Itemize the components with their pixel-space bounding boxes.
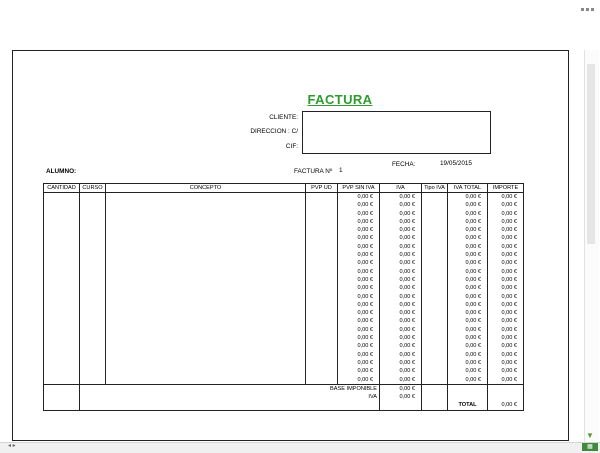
cell-concepto[interactable] bbox=[106, 284, 306, 292]
cell-curso[interactable] bbox=[80, 342, 106, 350]
cell-curso[interactable] bbox=[80, 251, 106, 259]
summary-empty-cell bbox=[422, 401, 448, 410]
alumno-label: ALUMNO: bbox=[46, 168, 77, 175]
cell-importe[interactable]: 0,00 € bbox=[488, 334, 524, 342]
cell-pvp-ud[interactable] bbox=[306, 376, 338, 385]
cell-iva-total[interactable]: 0,00 € bbox=[448, 301, 488, 309]
cell-pvp-sin-iva[interactable]: 0,00 € bbox=[338, 243, 380, 251]
cell-concepto[interactable] bbox=[106, 376, 306, 385]
table-row bbox=[44, 376, 524, 385]
cell-pvp-ud[interactable] bbox=[306, 210, 338, 218]
cell-concepto[interactable] bbox=[106, 301, 306, 309]
cell-iva[interactable]: 0,00 € bbox=[380, 334, 422, 342]
cell-importe[interactable]: 0,00 € bbox=[488, 326, 524, 334]
summary-empty-cell bbox=[106, 384, 306, 393]
cell-pvp-ud[interactable] bbox=[306, 268, 338, 276]
cell-importe[interactable]: 0,00 € bbox=[488, 259, 524, 267]
iva-summary-value: 0,00 € bbox=[380, 393, 422, 401]
cell-concepto[interactable] bbox=[106, 210, 306, 218]
table-row bbox=[44, 259, 524, 267]
cell-importe[interactable]: 0,00 € bbox=[488, 243, 524, 251]
iva-summary-label: IVA bbox=[306, 393, 380, 401]
table-row bbox=[44, 276, 524, 284]
cell-pvp-sin-iva[interactable]: 0,00 € bbox=[338, 251, 380, 259]
cell-concepto[interactable] bbox=[106, 259, 306, 267]
cell-iva-total[interactable]: 0,00 € bbox=[448, 326, 488, 334]
cell-importe[interactable]: 0,00 € bbox=[488, 317, 524, 325]
col-tipo-iva-header: Tipo IVA bbox=[422, 184, 448, 193]
cell-pvp-sin-iva[interactable]: 0,00 € bbox=[338, 268, 380, 276]
cell-iva[interactable]: 0,00 € bbox=[380, 309, 422, 317]
view-mode-icon[interactable]: ▦ bbox=[582, 443, 598, 451]
cell-curso[interactable] bbox=[80, 293, 106, 301]
cliente-label: CLIENTE: bbox=[269, 114, 298, 121]
summary-row-total bbox=[44, 401, 524, 410]
invoice-rows bbox=[44, 193, 524, 385]
cell-cantidad[interactable] bbox=[44, 342, 80, 350]
cell-pvp-ud[interactable] bbox=[306, 251, 338, 259]
cell-cantidad[interactable] bbox=[44, 234, 80, 242]
cell-curso[interactable] bbox=[80, 334, 106, 342]
cell-tipo-iva[interactable] bbox=[422, 234, 448, 242]
cell-iva-total[interactable]: 0,00 € bbox=[448, 226, 488, 234]
total-label: TOTAL bbox=[448, 401, 488, 410]
cell-concepto[interactable] bbox=[106, 193, 306, 202]
cell-cantidad[interactable] bbox=[44, 243, 80, 251]
cell-tipo-iva[interactable] bbox=[422, 367, 448, 375]
cell-tipo-iva[interactable] bbox=[422, 268, 448, 276]
cell-curso[interactable] bbox=[80, 243, 106, 251]
col-iva-header: IVA bbox=[380, 184, 422, 193]
cell-pvp-sin-iva[interactable]: 0,00 € bbox=[338, 201, 380, 209]
cell-concepto[interactable] bbox=[106, 276, 306, 284]
factura-number-value[interactable]: 1 bbox=[339, 167, 343, 174]
cell-pvp-ud[interactable] bbox=[306, 342, 338, 350]
cell-importe[interactable]: 0,00 € bbox=[488, 193, 524, 202]
cell-curso[interactable] bbox=[80, 367, 106, 375]
cell-iva-total[interactable]: 0,00 € bbox=[448, 309, 488, 317]
cell-pvp-ud[interactable] bbox=[306, 193, 338, 202]
cell-importe[interactable]: 0,00 € bbox=[488, 293, 524, 301]
cell-concepto[interactable] bbox=[106, 334, 306, 342]
cell-concepto[interactable] bbox=[106, 309, 306, 317]
cell-concepto[interactable] bbox=[106, 359, 306, 367]
summary-empty-cell bbox=[306, 401, 338, 410]
cell-cantidad[interactable] bbox=[44, 367, 80, 375]
cell-curso[interactable] bbox=[80, 268, 106, 276]
cell-cantidad[interactable] bbox=[44, 276, 80, 284]
table-row bbox=[44, 251, 524, 259]
cell-iva[interactable]: 0,00 € bbox=[380, 243, 422, 251]
cell-pvp-sin-iva[interactable]: 0,00 € bbox=[338, 226, 380, 234]
cell-curso[interactable] bbox=[80, 284, 106, 292]
cell-pvp-sin-iva[interactable]: 0,00 € bbox=[338, 342, 380, 350]
cell-importe[interactable]: 0,00 € bbox=[488, 309, 524, 317]
window-control-icon[interactable] bbox=[580, 0, 594, 6]
cell-importe[interactable]: 0,00 € bbox=[488, 218, 524, 226]
cell-tipo-iva[interactable] bbox=[422, 309, 448, 317]
cell-importe[interactable]: 0,00 € bbox=[488, 234, 524, 242]
cell-iva-total[interactable]: 0,00 € bbox=[448, 284, 488, 292]
summary-empty-cell bbox=[106, 401, 306, 410]
cell-importe[interactable]: 0,00 € bbox=[488, 376, 524, 385]
cell-iva-total[interactable]: 0,00 € bbox=[448, 201, 488, 209]
summary-empty-cell bbox=[44, 401, 80, 410]
cell-pvp-ud[interactable] bbox=[306, 218, 338, 226]
cell-pvp-sin-iva[interactable]: 0,00 € bbox=[338, 301, 380, 309]
cell-concepto[interactable] bbox=[106, 351, 306, 359]
cell-iva-total[interactable]: 0,00 € bbox=[448, 376, 488, 385]
table-row bbox=[44, 326, 524, 334]
cell-pvp-ud[interactable] bbox=[306, 334, 338, 342]
cell-iva[interactable]: 0,00 € bbox=[380, 351, 422, 359]
table-row bbox=[44, 234, 524, 242]
cell-curso[interactable] bbox=[80, 210, 106, 218]
cell-curso[interactable] bbox=[80, 218, 106, 226]
cell-cantidad[interactable] bbox=[44, 293, 80, 301]
cell-importe[interactable]: 0,00 € bbox=[488, 201, 524, 209]
table-row bbox=[44, 210, 524, 218]
cell-cantidad[interactable] bbox=[44, 359, 80, 367]
cell-importe[interactable]: 0,00 € bbox=[488, 301, 524, 309]
cell-iva-total[interactable]: 0,00 € bbox=[448, 234, 488, 242]
fecha-label: FECHA: bbox=[392, 161, 416, 168]
cell-cantidad[interactable] bbox=[44, 334, 80, 342]
cell-pvp-ud[interactable] bbox=[306, 234, 338, 242]
table-row bbox=[44, 201, 524, 209]
cell-curso[interactable] bbox=[80, 226, 106, 234]
table-row bbox=[44, 193, 524, 202]
cell-cantidad[interactable] bbox=[44, 317, 80, 325]
cell-iva[interactable]: 0,00 € bbox=[380, 342, 422, 350]
cell-iva[interactable]: 0,00 € bbox=[380, 226, 422, 234]
cell-tipo-iva[interactable] bbox=[422, 226, 448, 234]
cell-pvp-sin-iva[interactable]: 0,00 € bbox=[338, 234, 380, 242]
table-row bbox=[44, 367, 524, 375]
table-header-row bbox=[44, 184, 524, 193]
summary-empty-cell bbox=[80, 384, 106, 393]
cell-pvp-ud[interactable] bbox=[306, 301, 338, 309]
cell-pvp-ud[interactable] bbox=[306, 284, 338, 292]
cell-tipo-iva[interactable] bbox=[422, 201, 448, 209]
cell-pvp-ud[interactable] bbox=[306, 226, 338, 234]
table-row bbox=[44, 293, 524, 301]
cell-tipo-iva[interactable] bbox=[422, 259, 448, 267]
cell-pvp-ud[interactable] bbox=[306, 243, 338, 251]
cell-curso[interactable] bbox=[80, 326, 106, 334]
cell-cantidad[interactable] bbox=[44, 210, 80, 218]
cell-cantidad[interactable] bbox=[44, 251, 80, 259]
cell-importe[interactable]: 0,00 € bbox=[488, 342, 524, 350]
table-row bbox=[44, 243, 524, 251]
cell-cantidad[interactable] bbox=[44, 284, 80, 292]
cell-importe[interactable]: 0,00 € bbox=[488, 251, 524, 259]
cell-curso[interactable] bbox=[80, 351, 106, 359]
base-imponible-value: 0,00 € bbox=[380, 384, 422, 393]
cell-pvp-ud[interactable] bbox=[306, 317, 338, 325]
summary-empty-cell bbox=[338, 401, 380, 410]
cell-pvp-ud[interactable] bbox=[306, 359, 338, 367]
cell-tipo-iva[interactable] bbox=[422, 210, 448, 218]
cell-tipo-iva[interactable] bbox=[422, 193, 448, 202]
table-row bbox=[44, 309, 524, 317]
cell-iva[interactable]: 0,00 € bbox=[380, 367, 422, 375]
cell-pvp-ud[interactable] bbox=[306, 293, 338, 301]
cell-iva[interactable]: 0,00 € bbox=[380, 317, 422, 325]
app-top-area bbox=[0, 0, 600, 47]
table-row bbox=[44, 301, 524, 309]
summary-empty-cell bbox=[422, 384, 448, 393]
cell-cantidad[interactable] bbox=[44, 351, 80, 359]
col-concepto-header: CONCEPTO bbox=[106, 184, 306, 193]
cell-tipo-iva[interactable] bbox=[422, 326, 448, 334]
cell-iva[interactable]: 0,00 € bbox=[380, 251, 422, 259]
cell-tipo-iva[interactable] bbox=[422, 301, 448, 309]
cell-tipo-iva[interactable] bbox=[422, 351, 448, 359]
cell-pvp-sin-iva[interactable]: 0,00 € bbox=[338, 334, 380, 342]
cell-iva-total[interactable]: 0,00 € bbox=[448, 276, 488, 284]
table-row bbox=[44, 317, 524, 325]
cell-iva-total[interactable]: 0,00 € bbox=[448, 367, 488, 375]
cell-cantidad[interactable] bbox=[44, 226, 80, 234]
cell-curso[interactable] bbox=[80, 201, 106, 209]
cell-iva[interactable]: 0,00 € bbox=[380, 276, 422, 284]
sheet-nav-arrows[interactable]: ◂ ▸ bbox=[8, 443, 16, 449]
cell-tipo-iva[interactable] bbox=[422, 251, 448, 259]
cell-concepto[interactable] bbox=[106, 293, 306, 301]
cell-concepto[interactable] bbox=[106, 367, 306, 375]
table-row bbox=[44, 268, 524, 276]
cell-cantidad[interactable] bbox=[44, 218, 80, 226]
client-info-box[interactable] bbox=[302, 111, 491, 154]
cell-pvp-sin-iva[interactable]: 0,00 € bbox=[338, 309, 380, 317]
cell-cantidad[interactable] bbox=[44, 201, 80, 209]
cell-tipo-iva[interactable] bbox=[422, 276, 448, 284]
summary-empty-cell bbox=[448, 384, 488, 393]
cell-pvp-sin-iva[interactable]: 0,00 € bbox=[338, 317, 380, 325]
cell-iva[interactable]: 0,00 € bbox=[380, 193, 422, 202]
cell-cantidad[interactable] bbox=[44, 268, 80, 276]
cell-importe[interactable]: 0,00 € bbox=[488, 276, 524, 284]
table-row bbox=[44, 351, 524, 359]
cell-iva[interactable]: 0,00 € bbox=[380, 301, 422, 309]
cell-tipo-iva[interactable] bbox=[422, 293, 448, 301]
cell-concepto[interactable] bbox=[106, 251, 306, 259]
cell-iva-total[interactable]: 0,00 € bbox=[448, 251, 488, 259]
cell-pvp-sin-iva[interactable]: 0,00 € bbox=[338, 376, 380, 385]
cell-cantidad[interactable] bbox=[44, 301, 80, 309]
summary-empty-cell bbox=[44, 384, 80, 393]
cell-concepto[interactable] bbox=[106, 317, 306, 325]
table-row bbox=[44, 284, 524, 292]
cell-curso[interactable] bbox=[80, 234, 106, 242]
cell-pvp-ud[interactable] bbox=[306, 309, 338, 317]
cell-cantidad[interactable] bbox=[44, 376, 80, 385]
cell-iva[interactable]: 0,00 € bbox=[380, 284, 422, 292]
cell-tipo-iva[interactable] bbox=[422, 284, 448, 292]
cell-pvp-ud[interactable] bbox=[306, 201, 338, 209]
cell-pvp-sin-iva[interactable]: 0,00 € bbox=[338, 284, 380, 292]
cell-curso[interactable] bbox=[80, 301, 106, 309]
summary-empty-cell bbox=[380, 401, 422, 410]
cell-iva-total[interactable]: 0,00 € bbox=[448, 259, 488, 267]
cell-tipo-iva[interactable] bbox=[422, 317, 448, 325]
cell-importe[interactable]: 0,00 € bbox=[488, 210, 524, 218]
cell-tipo-iva[interactable] bbox=[422, 218, 448, 226]
cell-iva[interactable]: 0,00 € bbox=[380, 293, 422, 301]
cell-iva[interactable]: 0,00 € bbox=[380, 218, 422, 226]
factura-number-label: FACTURA Nº bbox=[294, 168, 333, 175]
total-value: 0,00 € bbox=[488, 401, 524, 410]
cell-pvp-sin-iva[interactable]: 0,00 € bbox=[338, 193, 380, 202]
col-pvp-sin-iva-header: PVP SIN IVA bbox=[338, 184, 380, 193]
summary-empty-cell bbox=[80, 401, 106, 410]
cell-iva[interactable]: 0,00 € bbox=[380, 201, 422, 209]
cell-iva[interactable]: 0,00 € bbox=[380, 259, 422, 267]
cell-concepto[interactable] bbox=[106, 243, 306, 251]
cell-concepto[interactable] bbox=[106, 268, 306, 276]
cell-iva-total[interactable]: 0,00 € bbox=[448, 268, 488, 276]
cell-iva[interactable]: 0,00 € bbox=[380, 359, 422, 367]
fecha-value[interactable]: 19/05/2015 bbox=[440, 160, 472, 167]
cell-curso[interactable] bbox=[80, 359, 106, 367]
cell-tipo-iva[interactable] bbox=[422, 359, 448, 367]
cell-pvp-sin-iva[interactable]: 0,00 € bbox=[338, 218, 380, 226]
summary-empty-cell bbox=[80, 393, 106, 401]
cell-tipo-iva[interactable] bbox=[422, 334, 448, 342]
col-iva-total-header: IVA TOTAL bbox=[448, 184, 488, 193]
cell-pvp-sin-iva[interactable]: 0,00 € bbox=[338, 259, 380, 267]
invoice-summary bbox=[44, 384, 524, 410]
cell-curso[interactable] bbox=[80, 309, 106, 317]
col-importe-header: IMPORTE bbox=[488, 184, 524, 193]
cell-iva-total[interactable]: 0,00 € bbox=[448, 210, 488, 218]
cell-importe[interactable]: 0,00 € bbox=[488, 284, 524, 292]
table-row bbox=[44, 226, 524, 234]
cell-concepto[interactable] bbox=[106, 218, 306, 226]
cell-cantidad[interactable] bbox=[44, 309, 80, 317]
cell-curso[interactable] bbox=[80, 376, 106, 385]
cell-pvp-ud[interactable] bbox=[306, 276, 338, 284]
cell-concepto[interactable] bbox=[106, 234, 306, 242]
cell-pvp-sin-iva[interactable]: 0,00 € bbox=[338, 326, 380, 334]
cell-cantidad[interactable] bbox=[44, 193, 80, 202]
summary-empty-cell bbox=[488, 393, 524, 401]
cell-tipo-iva[interactable] bbox=[422, 376, 448, 385]
cell-importe[interactable]: 0,00 € bbox=[488, 351, 524, 359]
summary-empty-cell bbox=[106, 393, 306, 401]
cell-concepto[interactable] bbox=[106, 226, 306, 234]
col-curso-header: CURSO bbox=[80, 184, 106, 193]
cell-iva-total[interactable]: 0,00 € bbox=[448, 342, 488, 350]
summary-empty-cell bbox=[422, 393, 448, 401]
cell-pvp-ud[interactable] bbox=[306, 259, 338, 267]
cell-concepto[interactable] bbox=[106, 342, 306, 350]
summary-empty-cell bbox=[44, 393, 80, 401]
table-row bbox=[44, 342, 524, 350]
cell-cantidad[interactable] bbox=[44, 326, 80, 334]
cell-iva-total[interactable]: 0,00 € bbox=[448, 359, 488, 367]
cell-iva-total[interactable]: 0,00 € bbox=[448, 218, 488, 226]
summary-empty-cell bbox=[448, 393, 488, 401]
cell-pvp-sin-iva[interactable]: 0,00 € bbox=[338, 351, 380, 359]
cell-pvp-ud[interactable] bbox=[306, 351, 338, 359]
cell-pvp-sin-iva[interactable]: 0,00 € bbox=[338, 210, 380, 218]
cell-iva[interactable]: 0,00 € bbox=[380, 210, 422, 218]
cell-iva-total[interactable]: 0,00 € bbox=[448, 193, 488, 202]
cell-pvp-sin-iva[interactable]: 0,00 € bbox=[338, 359, 380, 367]
scrollbar-thumb[interactable] bbox=[587, 64, 595, 244]
table-row bbox=[44, 334, 524, 342]
cell-cantidad[interactable] bbox=[44, 259, 80, 267]
cell-concepto[interactable] bbox=[106, 201, 306, 209]
table-row bbox=[44, 218, 524, 226]
cell-iva-total[interactable]: 0,00 € bbox=[448, 243, 488, 251]
cell-iva-total[interactable]: 0,00 € bbox=[448, 334, 488, 342]
cell-curso[interactable] bbox=[80, 259, 106, 267]
summary-row-iva bbox=[44, 393, 524, 401]
cell-iva-total[interactable]: 0,00 € bbox=[448, 351, 488, 359]
cell-iva[interactable]: 0,00 € bbox=[380, 376, 422, 385]
cell-pvp-sin-iva[interactable]: 0,00 € bbox=[338, 293, 380, 301]
cell-tipo-iva[interactable] bbox=[422, 342, 448, 350]
direccion-label: DIRECCION : C/ bbox=[250, 128, 298, 135]
cell-tipo-iva[interactable] bbox=[422, 243, 448, 251]
cell-importe[interactable]: 0,00 € bbox=[488, 226, 524, 234]
summary-row-base bbox=[44, 384, 524, 393]
cell-iva[interactable]: 0,00 € bbox=[380, 234, 422, 242]
base-imponible-label: BASE IMPONIBLE bbox=[306, 384, 380, 393]
table-row bbox=[44, 359, 524, 367]
invoice-title: FACTURA bbox=[307, 92, 373, 107]
col-pvp-ud-header: PVP UD bbox=[306, 184, 338, 193]
cell-pvp-sin-iva[interactable]: 0,00 € bbox=[338, 367, 380, 375]
cell-pvp-ud[interactable] bbox=[306, 367, 338, 375]
cell-curso[interactable] bbox=[80, 276, 106, 284]
cell-importe[interactable]: 0,00 € bbox=[488, 367, 524, 375]
cell-iva-total[interactable]: 0,00 € bbox=[448, 293, 488, 301]
cell-pvp-sin-iva[interactable]: 0,00 € bbox=[338, 276, 380, 284]
cell-iva[interactable]: 0,00 € bbox=[380, 326, 422, 334]
cell-curso[interactable] bbox=[80, 317, 106, 325]
cell-pvp-ud[interactable] bbox=[306, 326, 338, 334]
cell-importe[interactable]: 0,00 € bbox=[488, 359, 524, 367]
cell-iva-total[interactable]: 0,00 € bbox=[448, 317, 488, 325]
cif-label: CIF: bbox=[285, 143, 298, 150]
summary-empty-cell bbox=[488, 384, 524, 393]
scroll-down-icon[interactable]: ▼ bbox=[586, 431, 594, 440]
status-bar bbox=[0, 442, 600, 453]
invoice-table bbox=[43, 183, 524, 411]
col-cantidad-header: CANTIDAD bbox=[44, 184, 80, 193]
cell-importe[interactable]: 0,00 € bbox=[488, 268, 524, 276]
cell-curso[interactable] bbox=[80, 193, 106, 202]
cell-concepto[interactable] bbox=[106, 326, 306, 334]
cell-iva[interactable]: 0,00 € bbox=[380, 268, 422, 276]
